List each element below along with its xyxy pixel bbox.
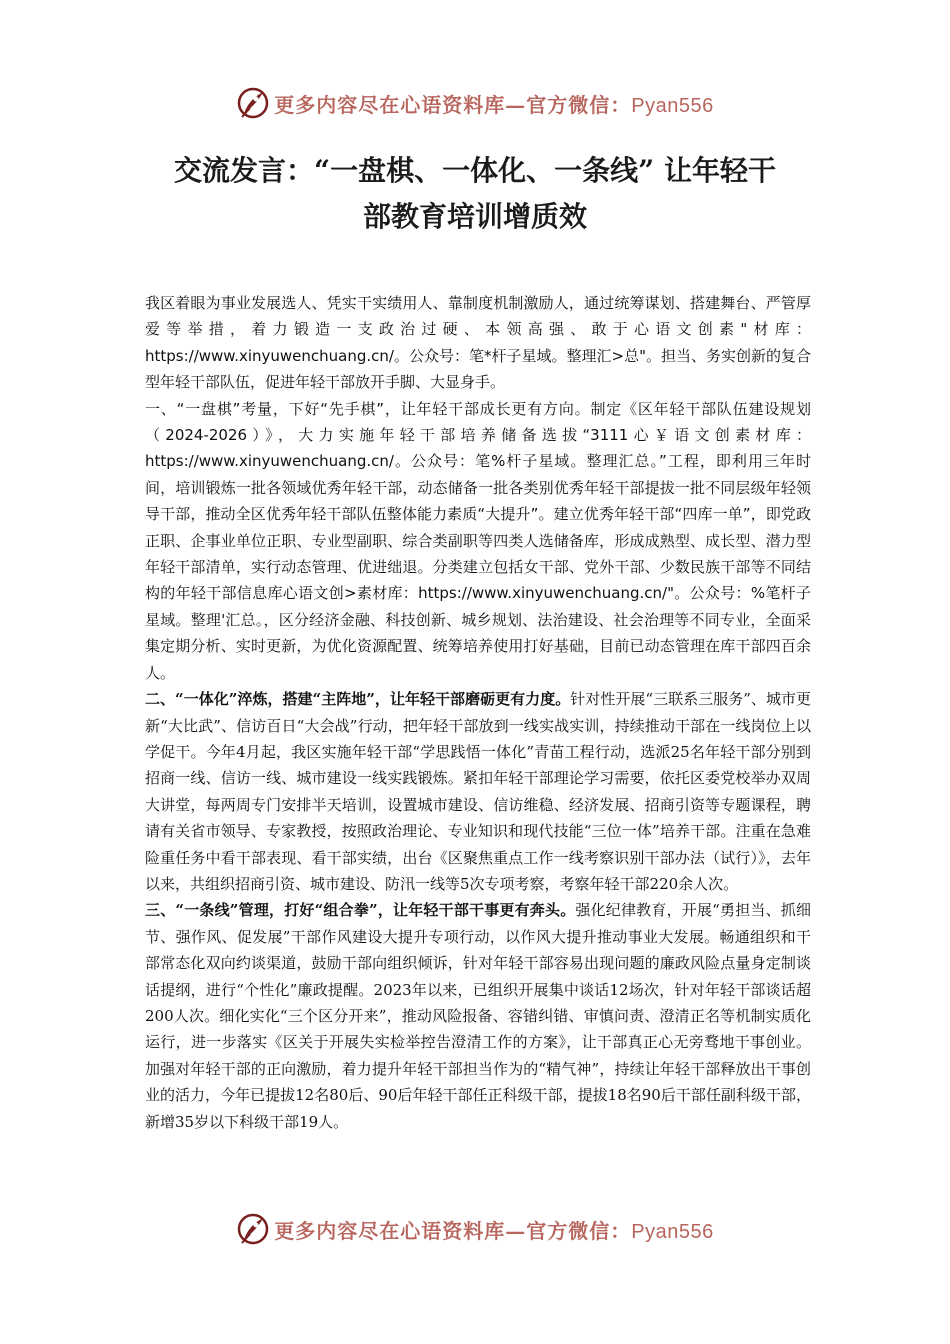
document-body [145,290,811,1135]
section-3-paragraph [145,897,811,1135]
section-2-heading: 二、“一体化”淬炼，搭建“主阵地”，让年轻干部磨砺更有力度。 [145,690,571,709]
banner-wechat-id: Pyan556 [631,94,714,117]
banner-text [274,1215,713,1244]
document-title [120,148,830,240]
section-1-paragraph: 一、“一盘棋”考量，下好“先手棋”，让年轻干部成长更有方向。制定《区年轻干部队伍建设规划（2024-2026）》，大力实施年轻干部培养储备选拔“3111心￥语文创素材库：https://www.xinyuwenchuang.cn/。公众号：笔%杆子星域。整理汇总。”工程，即利用三年时间，培训锻炼一批各领域优秀年轻干部，动态储备一批各类别优秀年轻干部提拔一批不同层级年轻领导干部，推动全区优秀年轻干部队伍整体能力素质“大提升”。建立优秀年轻干部“四库一单”，即党政正职、企事业单位正职、专业型副职、综合类副职等四类人选储备库，形成成熟型、成长型、潜力型年轻干部清单，实行动态管理、优进绌退。分类建立包括女干部、党外干部、少数民族干部等不同结构的年轻干部信息库心语文创>素材库：https://www.xinyuwenchuang.cn/"。公众号：%笔杆子星域。整理'汇总。，区分经济金融、科技创新、城乡规划、法治建设、社会治理等不同专业，全面采集定期分析、实时更新，为优化资源配置、统筹培养使用打好基础，目前已动态管理在库干部四百余人。 [145,399,811,682]
feather-pen-logo-icon [236,1212,270,1246]
feather-pen-logo-icon [236,86,270,120]
intro-paragraph: 我区着眼为事业发展选人、凭实干实绩用人、靠制度机制激励人，通过统筹谋划、搭建舞台、严管厚爱等举措，着力锻造一支政治过硬、本领高强、敢于心语文创素"材库：https://www.xinyuwenchuang.cn/。公众号：笔*杆子星域。整理汇>总"。担当、务实创新的复合型年轻干部队伍，促进年轻干部放开手脚、大显身手。 [145,294,811,392]
section-3-text: 强化纪律教育，开展“勇担当、抓细节、强作风、促发展”干部作风建设大提升专项行动，以作风大提升推动事业大发展。畅通组织和干部常态化双向约谈渠道，鼓励干部向组织倾诉，针对年轻干部容易出现问题的廉政风险点量身定制谈话提纲，进行“个性化”廉政提醒。2023年以来，已组织开展集中谈话12场次，针对年轻干部谈话超200人次。细化实化“三个区分开来”，推动风险报备、容错纠错、审慎问责、澄清正名等机制实质化运行，进一步落实《区关于开展失实检举控告澄清工作的方案》，让干部真正心无旁骛地干事创业。加强对年轻干部的正向激励，着力提升年轻干部担当作为的“精气神”，持续让年轻干部释放出干事创业的活力，今年已提拔12名80后、90后年轻干部任正科级干部，提拔18名90后干部任副科级干部，新增35岁以下科级干部19人。 [145,901,811,1131]
section-2-text: 针对性开展“三联系三服务”、城市更新“大比武”、信访百日“大会战”行动，把年轻干部放到一线实战实训，持续推动干部在一线岗位上以学促干。今年4月起，我区实施年轻干部“学思践悟一体化”青苗工程行动，选派25名年轻干部分别到招商一线、信访一线、城市建设一线实践锻炼。紧扣年轻干部理论学习需要，依托区委党校举办双周大讲堂，每两周专门安排半天培训，设置城市建设、信访维稳、经济发展、招商引资等专题课程，聘请有关省市领导、专家教授，按照政治理论、专业知识和现代技能“三位一体”培养干部。注重在急难险重任务中看干部表现、看干部实绩，出台《区聚焦重点工作一线考察识别干部办法（试行）》，去年以来，共组织招商引资、城市建设、防汛一线等5次专项考察，考察年轻干部220余人次。 [145,690,812,893]
section-2-paragraph [145,686,811,897]
banner-wechat-id: Pyan556 [631,1220,714,1243]
banner-label: 更多内容尽在心语资料库—官方微信： [274,1218,632,1243]
banner-label: 更多内容尽在心语资料库—官方微信： [274,92,632,117]
header-banner [0,80,950,126]
section-3-heading: 三、“一条线”管理，打好“组合拳”，让年轻干部干事更有奔头。 [145,901,576,920]
footer-banner [0,1206,950,1252]
banner-text [274,89,713,118]
title-line-2: 部教育培训增质效 [362,200,587,233]
title-line-1: 交流发言：“一盘棋、一体化、一条线” 让年轻干 [174,154,776,187]
